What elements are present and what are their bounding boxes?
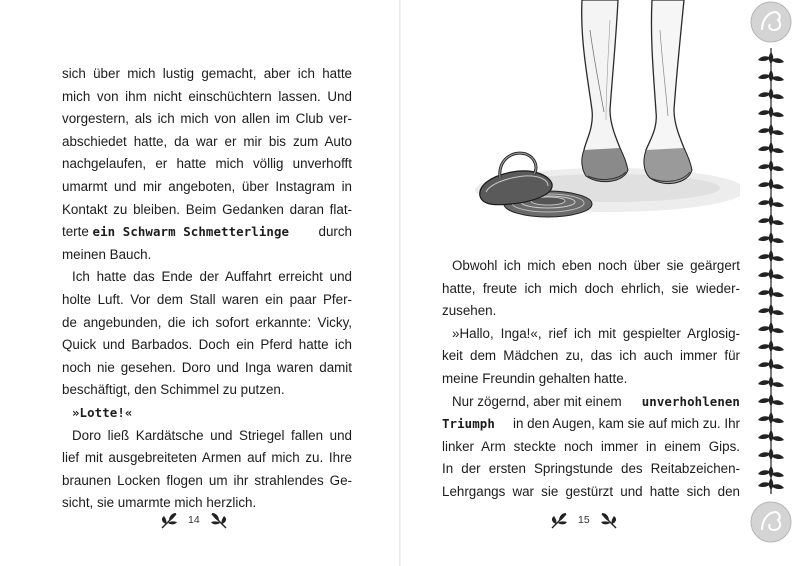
text-fragment: durch — [318, 224, 352, 240]
leaf-ornament-icon — [208, 509, 230, 531]
text-line — [442, 413, 740, 436]
text-line: abschiedet hatte, da war er mir bis zum Auto — [62, 133, 352, 149]
horse-legs-illustration — [460, 0, 740, 222]
text-line: zusehen. — [442, 303, 497, 319]
leaf-ornament-icon — [158, 509, 180, 531]
leaf-ornament-icon — [548, 509, 570, 531]
text-line: keit dem Mädchen zu, das ich auch immer für — [442, 348, 740, 364]
text-line: umarmt und mir angeboten, über Instagram in — [62, 178, 352, 194]
text-line: Kontakt zu bleiben. Beim Gedanken daran flat- — [62, 201, 352, 217]
text-line — [62, 402, 352, 425]
text-fragment: terte — [62, 224, 93, 240]
text-line: linker Arm steckte noch immer in einem Gips. — [442, 438, 740, 454]
text-line: braunen Locken flogen um ihr strahlendes Ge- — [62, 472, 352, 488]
text-line: vorgestern, als ich mich von allen im Club ver- — [62, 111, 352, 127]
emphasis-text: ein Schwarm Schmetterlinge — [92, 224, 290, 240]
text-fragment: Nur zögernd, aber mit einem — [452, 393, 622, 409]
text-line: In der ersten Springstunde des Reitabzeichen- — [442, 461, 740, 477]
text-line: Obwohl ich mich eben noch über sie geärgert — [452, 258, 740, 273]
leaf-ornament-icon — [598, 509, 620, 531]
text-fragment: in den Augen, kam sie auf mich zu. Ihr — [509, 416, 740, 432]
page-number-footer — [548, 508, 620, 532]
emphasis-text: »Lotte!« — [72, 404, 133, 420]
text-line: lief mit ausgebreiteten Armen auf mich zu. Ihre — [62, 450, 352, 466]
text-line: beschäftigt, den Schimmel zu putzen. — [62, 382, 285, 398]
text-line: Lehrgangs war sie gestürzt und hatte sich den — [442, 483, 740, 499]
text-line: meinen Bauch. — [62, 246, 152, 262]
text-line: nachgelaufen, er hatte mich völlig unverhofft — [62, 156, 352, 172]
text-line: holte Luft. Vor dem Stall waren ein paar Pfer- — [62, 291, 352, 307]
text-line — [62, 221, 352, 244]
text-line: hatte, freute ich mich doch ehrlich, sie wieder- — [442, 280, 740, 296]
text-line: Doro ließ Kardätsche und Striegel fallen und — [72, 427, 352, 443]
emphasis-text: Triumph — [442, 416, 495, 432]
text-line: sicht, sie umarmte mich herzlich. — [62, 495, 257, 511]
page-number: 14 — [188, 514, 200, 526]
text-line: »Hallo, Inga!«, rief ich mit gespielter Arglosig- — [452, 325, 740, 341]
text-line: sich über mich lustig gemacht, aber ich hatte — [62, 66, 352, 81]
text-line — [442, 391, 740, 414]
emphasis-text: unverhohlenen — [641, 393, 740, 409]
vine-border-ornament — [748, 0, 794, 566]
text-line: mich von ihm nicht einschüchtern lassen. Und — [62, 88, 352, 104]
left-page-text — [62, 63, 352, 515]
text-line: de angebunden, die ich sofort erkannte: Vicky, — [62, 314, 352, 330]
text-line: noch nie gesehen. Doro und Inga waren damit — [62, 359, 352, 375]
text-line: Quick und Barbados. Doch ein Pferd hatte ich — [62, 337, 352, 353]
page-number: 15 — [578, 514, 590, 526]
right-page-text — [442, 255, 740, 504]
page-number-footer — [158, 508, 230, 532]
text-line: meine Freundin gehalten hatte. — [442, 370, 628, 386]
text-line: Ich hatte das Ende der Auffahrt erreicht und — [72, 269, 352, 285]
